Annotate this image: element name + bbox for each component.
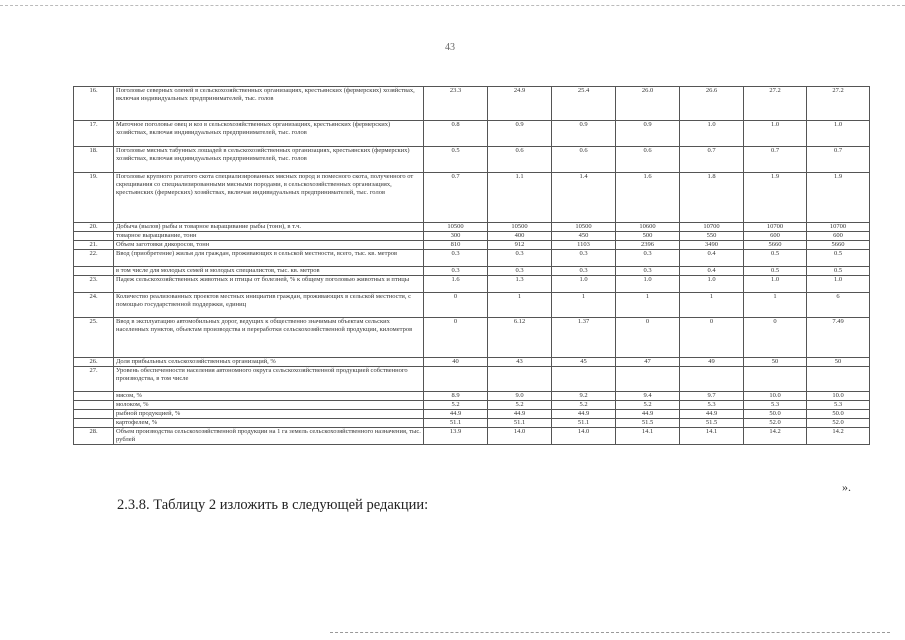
table-row: [74, 366, 870, 391]
indicator-value: 1.37: [552, 317, 616, 357]
indicator-value: 44.9: [488, 409, 552, 418]
indicator-value: 26.6: [680, 87, 744, 121]
indicator-value: 0.3: [552, 249, 616, 266]
row-number: 17.: [74, 121, 114, 147]
indicator-name: Поголовье мясных табунных лошадей в сельскохозяйственных организациях, крестьянских (фермерских) хозяйствах, включая индивидуальных предпринимателей, тыс. голов: [114, 147, 424, 173]
indicator-value: 51.5: [616, 418, 680, 427]
indicator-value: 50: [744, 357, 807, 366]
indicator-name: Объем заготовки дикоросов, тонн: [114, 240, 424, 249]
indicator-value: 1.3: [488, 275, 552, 292]
indicator-value: 1: [680, 292, 744, 317]
indicator-name: картофелем, %: [114, 418, 424, 427]
table-row: [74, 357, 870, 366]
scan-edge-top: [0, 5, 905, 6]
table-row: [74, 266, 870, 275]
indicator-value: [744, 366, 807, 391]
row-number: 19.: [74, 173, 114, 223]
indicator-value: 49: [680, 357, 744, 366]
indicator-value: 600: [807, 231, 870, 240]
indicator-value: 50.0: [744, 409, 807, 418]
table-row: [74, 275, 870, 292]
row-number: 27.: [74, 366, 114, 391]
indicator-value: 0.3: [488, 266, 552, 275]
table-row: [74, 317, 870, 357]
row-number: [74, 266, 114, 275]
indicator-value: 27.2: [744, 87, 807, 121]
indicator-value: 0: [744, 317, 807, 357]
indicator-value: 0: [680, 317, 744, 357]
indicator-value: 0.7: [424, 173, 488, 223]
indicator-value: 6.12: [488, 317, 552, 357]
indicator-value: 5.3: [807, 400, 870, 409]
indicator-value: 50: [807, 357, 870, 366]
indicator-value: 1.4: [552, 173, 616, 223]
indicator-name: Объем производства сельскохозяйственной продукции на 1 га земель сельскохозяйственного назначения, тыс. рублей: [114, 427, 424, 444]
row-number: 20.: [74, 223, 114, 232]
indicator-value: 500: [616, 231, 680, 240]
table-row: [74, 223, 870, 232]
indicator-value: 1.1: [488, 173, 552, 223]
indicator-value: 0.3: [552, 266, 616, 275]
indicator-value: 1: [616, 292, 680, 317]
scan-edge-bottom: [330, 632, 890, 633]
indicator-value: 0.5: [807, 249, 870, 266]
indicator-value: 5.2: [488, 400, 552, 409]
row-number: [74, 409, 114, 418]
table-row: [74, 391, 870, 400]
indicator-value: 45: [552, 357, 616, 366]
indicator-value: 7.49: [807, 317, 870, 357]
indicator-name: мясом, %: [114, 391, 424, 400]
indicator-value: 1.0: [744, 121, 807, 147]
indicator-value: 13.9: [424, 427, 488, 444]
indicator-value: 0.7: [680, 147, 744, 173]
indicator-value: 23.3: [424, 87, 488, 121]
table-row: [74, 173, 870, 223]
indicator-value: 47: [616, 357, 680, 366]
indicator-value: 43: [488, 357, 552, 366]
indicator-value: 14.1: [680, 427, 744, 444]
indicator-value: 400: [488, 231, 552, 240]
indicator-value: 1.0: [552, 275, 616, 292]
indicator-value: 5.2: [552, 400, 616, 409]
indicator-value: 810: [424, 240, 488, 249]
amendment-text: 2.3.8. Таблицу 2 изложить в следующей редакции:: [117, 497, 429, 513]
indicator-value: 14.0: [488, 427, 552, 444]
indicator-value: 1.9: [807, 173, 870, 223]
indicator-value: 9.7: [680, 391, 744, 400]
indicator-name: Добыча (вылов) рыбы и товарное выращивание рыбы (тонн), в т.ч.: [114, 223, 424, 232]
indicator-value: 8.9: [424, 391, 488, 400]
indicator-value: 51.1: [424, 418, 488, 427]
indicator-value: 14.2: [744, 427, 807, 444]
indicator-value: 44.9: [680, 409, 744, 418]
table-row: [74, 292, 870, 317]
row-number: 22.: [74, 249, 114, 266]
row-number: [74, 231, 114, 240]
indicator-name: Падеж сельскохозяйственных животных и птицы от болезней, % к общему поголовью животных и птицы: [114, 275, 424, 292]
indicator-value: 450: [552, 231, 616, 240]
indicator-value: 14.0: [552, 427, 616, 444]
indicator-value: 0.5: [807, 266, 870, 275]
table-row: [74, 418, 870, 427]
indicator-value: 27.2: [807, 87, 870, 121]
indicator-value: 51.1: [552, 418, 616, 427]
indicator-value: 1.0: [744, 275, 807, 292]
indicator-value: 0.5: [424, 147, 488, 173]
indicator-value: 0.7: [807, 147, 870, 173]
indicator-value: 912: [488, 240, 552, 249]
indicator-value: 10700: [680, 223, 744, 232]
indicator-value: 0.9: [552, 121, 616, 147]
indicator-value: 0.3: [616, 249, 680, 266]
indicator-value: 0.3: [424, 266, 488, 275]
table-row: [74, 409, 870, 418]
indicator-value: 1.8: [680, 173, 744, 223]
indicator-value: [488, 366, 552, 391]
indicator-value: 1.0: [680, 121, 744, 147]
indicator-value: [616, 366, 680, 391]
indicator-value: 40: [424, 357, 488, 366]
indicator-name: Поголовье крупного рогатого скота специализированных мясных пород и помесного скота, полученного от скрещивания со специализированными мясными породами, в сельскохозяйственных организациях, крестьянских (фермерских) хозяйствах, включая индивидуальных предпринимателей, тыс. голов: [114, 173, 424, 223]
indicator-value: 44.9: [616, 409, 680, 418]
indicator-value: 1: [744, 292, 807, 317]
indicator-value: 26.0: [616, 87, 680, 121]
indicator-name: в том числе для молодых семей и молодых специалистов, тыс. кв. метров: [114, 266, 424, 275]
indicator-value: 9.2: [552, 391, 616, 400]
indicator-value: 10500: [552, 223, 616, 232]
indicator-value: 0.7: [744, 147, 807, 173]
indicator-value: 1103: [552, 240, 616, 249]
table-row: [74, 231, 870, 240]
indicator-value: 0.6: [488, 147, 552, 173]
indicator-name: Маточное поголовье овец и коз в сельскохозяйственных организациях, крестьянских (фермерских) хозяйствах, включая индивидуальных предпринимателей, тыс. голов: [114, 121, 424, 147]
indicator-value: 1: [552, 292, 616, 317]
indicator-name: рыбной продукцией, %: [114, 409, 424, 418]
indicator-value: 44.9: [424, 409, 488, 418]
indicator-value: 52.0: [807, 418, 870, 427]
indicator-name: Количество реализованных проектов местных инициатив граждан, проживающих в сельской местности, с помощью государственной поддержки, единиц: [114, 292, 424, 317]
indicator-value: 10500: [488, 223, 552, 232]
indicator-value: 5.3: [744, 400, 807, 409]
indicator-value: 10500: [424, 223, 488, 232]
indicator-value: 10.0: [807, 391, 870, 400]
indicator-name: товарное выращивание, тонн: [114, 231, 424, 240]
indicator-name: Ввод (приобретение) жилья для граждан, проживающих в сельской местности, всего, тыс. кв. метров: [114, 249, 424, 266]
indicator-value: 300: [424, 231, 488, 240]
indicator-value: 2396: [616, 240, 680, 249]
indicator-value: 0.5: [744, 266, 807, 275]
indicator-value: 14.2: [807, 427, 870, 444]
row-number: 25.: [74, 317, 114, 357]
indicator-name: молоком, %: [114, 400, 424, 409]
table-row: [74, 400, 870, 409]
table-row: [74, 427, 870, 444]
row-number: 21.: [74, 240, 114, 249]
indicator-value: 9.4: [616, 391, 680, 400]
indicator-name: Ввод в эксплуатацию автомобильных дорог, ведущих к общественно значимым объектам сельских населенных пунктов, объектам производства и переработки сельскохозяйственной продукции, километров: [114, 317, 424, 357]
row-number: 28.: [74, 427, 114, 444]
indicator-value: 44.9: [552, 409, 616, 418]
indicator-value: 1.0: [616, 275, 680, 292]
indicator-value: 0: [424, 292, 488, 317]
indicator-value: 0.3: [616, 266, 680, 275]
indicator-name: Поголовье северных оленей в сельскохозяйственных организациях, крестьянских (фермерских) хозяйствах, включая индивидуальных предпринимателей, тыс. голов: [114, 87, 424, 121]
indicator-value: 10700: [744, 223, 807, 232]
row-number: 23.: [74, 275, 114, 292]
indicator-value: 0.6: [616, 147, 680, 173]
indicator-value: 14.1: [616, 427, 680, 444]
indicator-value: 600: [744, 231, 807, 240]
row-number: [74, 418, 114, 427]
indicator-value: 0.3: [488, 249, 552, 266]
indicators-table: [73, 86, 870, 445]
table-row: [74, 87, 870, 121]
indicator-value: 10700: [807, 223, 870, 232]
indicator-value: 51.5: [680, 418, 744, 427]
indicator-value: [680, 366, 744, 391]
row-number: [74, 400, 114, 409]
indicator-value: 6: [807, 292, 870, 317]
row-number: 26.: [74, 357, 114, 366]
indicator-value: 3490: [680, 240, 744, 249]
indicator-value: 0.9: [616, 121, 680, 147]
indicator-value: 0.6: [552, 147, 616, 173]
indicator-value: 9.0: [488, 391, 552, 400]
indicator-value: 1.6: [616, 173, 680, 223]
indicator-value: 10600: [616, 223, 680, 232]
row-number: 16.: [74, 87, 114, 121]
indicator-value: [424, 366, 488, 391]
indicator-value: 5660: [807, 240, 870, 249]
table-row: [74, 249, 870, 266]
indicator-value: 0.3: [424, 249, 488, 266]
indicator-name: Доля прибыльных сельскохозяйственных организаций, %: [114, 357, 424, 366]
indicator-value: [552, 366, 616, 391]
indicator-value: 5.2: [616, 400, 680, 409]
row-number: 24.: [74, 292, 114, 317]
row-number: 18.: [74, 147, 114, 173]
table-row: [74, 121, 870, 147]
indicator-value: 5.2: [424, 400, 488, 409]
indicator-value: 10.0: [744, 391, 807, 400]
indicator-value: 0: [616, 317, 680, 357]
indicator-value: 0.4: [680, 266, 744, 275]
indicator-value: 5.3: [680, 400, 744, 409]
indicator-value: 51.1: [488, 418, 552, 427]
indicator-value: 0.5: [744, 249, 807, 266]
indicator-value: 1: [488, 292, 552, 317]
indicator-value: 24.9: [488, 87, 552, 121]
row-number: [74, 391, 114, 400]
indicator-value: 1.0: [680, 275, 744, 292]
indicator-value: 0: [424, 317, 488, 357]
indicator-value: 1.9: [744, 173, 807, 223]
indicator-value: 0.9: [488, 121, 552, 147]
indicator-value: 52.0: [744, 418, 807, 427]
indicator-value: 0.8: [424, 121, 488, 147]
table-row: [74, 240, 870, 249]
indicator-value: 1.0: [807, 275, 870, 292]
indicator-value: 1.6: [424, 275, 488, 292]
indicator-value: [807, 366, 870, 391]
indicator-value: 50.0: [807, 409, 870, 418]
indicator-value: 550: [680, 231, 744, 240]
indicator-value: 5660: [744, 240, 807, 249]
indicator-value: 25.4: [552, 87, 616, 121]
indicator-value: 0.4: [680, 249, 744, 266]
closing-quote: ».: [842, 480, 851, 494]
indicator-name: Уровень обеспеченности населения автономного округа сельскохозяйственной продукцией собственного производства, в том числе: [114, 366, 424, 391]
indicator-value: 1.0: [807, 121, 870, 147]
page-number: 43: [445, 42, 455, 53]
table-row: [74, 147, 870, 173]
